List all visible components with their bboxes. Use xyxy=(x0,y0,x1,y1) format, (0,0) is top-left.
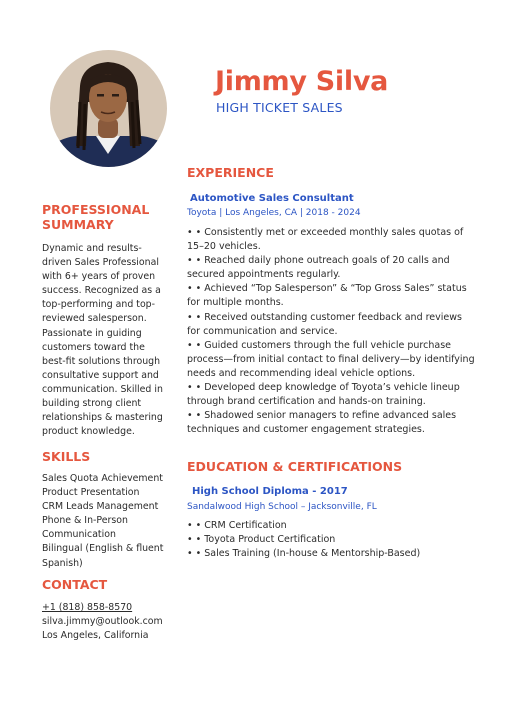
candidate-role: HIGH TICKET SALES xyxy=(216,100,343,115)
experience-bullet: • • Guided customers through the full vehicle purchase process—from initial contact to final delivery—by identifying needs and recommending ideal vehicle options. xyxy=(187,339,475,379)
certification-item: • • CRM Certification xyxy=(187,520,287,531)
summary-text: Dynamic and results-driven Sales Professional with 6+ years of proven success. Recognized as a top-performing and top-reviewed salesperson. Passionate in guiding customers toward the best-fit solutions through consultative support and communication. Skilled in building strong client relationships & mastering product knowledge. xyxy=(42,243,163,438)
experience-bullet: • • Reached daily phone outreach goals of 20 calls and secured appointments regularly. xyxy=(187,255,450,281)
skill-item: Product Presentation xyxy=(42,487,140,499)
profile-photo-image xyxy=(50,50,167,167)
professional-summary-section xyxy=(42,202,166,439)
experience-section xyxy=(187,165,477,437)
certification-item: • • Toyota Product Certification xyxy=(187,534,336,546)
degree-title: High School Diploma - 2017 xyxy=(192,486,348,497)
job-title: Automotive Sales Consultant xyxy=(190,193,354,204)
experience-bullets xyxy=(187,226,477,437)
summary-title-line1: PROFESSIONAL xyxy=(42,202,150,217)
skill-item: CRM Leads Management xyxy=(42,501,159,513)
certification-item: • • Sales Training (In-house & Mentorship-Based) xyxy=(187,548,421,560)
skill-item: Bilingual (English & fluent Spanish) xyxy=(42,543,164,569)
skills-section xyxy=(42,449,166,571)
skill-item: Sales Quota Achievement xyxy=(42,473,163,484)
experience-bullet: • • Consistently met or exceeded monthly sales quotas of 15–20 vehicles. xyxy=(187,227,464,253)
profile-photo xyxy=(50,50,167,167)
experience-bullet: • • Developed deep knowledge of Toyota’s vehicle lineup through brand certification and hands-on training. xyxy=(187,382,460,408)
skills-list xyxy=(42,472,166,571)
experience-bullet: • • Achieved “Top Salesperson” & “Top Gross Sales” status for multiple months. xyxy=(187,283,467,309)
experience-bullet: • • Received outstanding customer feedback and reviews for communication and service. xyxy=(187,311,462,337)
contact-email[interactable]: silva.jimmy@outlook.com xyxy=(42,616,163,628)
contact-section xyxy=(42,577,166,643)
job-meta: Toyota | Los Angeles, CA | 2018 - 2024 xyxy=(187,208,361,218)
summary-title-line2: SUMMARY xyxy=(42,217,114,232)
contact-title: CONTACT xyxy=(42,577,108,592)
education-section xyxy=(187,459,477,561)
candidate-name: Jimmy Silva xyxy=(215,66,389,97)
skill-item: Phone & In-Person Communication xyxy=(42,515,128,541)
contact-location: Los Angeles, California xyxy=(42,630,149,642)
contact-phone-link[interactable]: +1 (818) 858-8570 xyxy=(42,602,133,613)
experience-title: EXPERIENCE xyxy=(187,165,274,180)
certification-list xyxy=(187,519,477,561)
education-title: EDUCATION & CERTIFICATIONS xyxy=(187,459,403,474)
skills-title: SKILLS xyxy=(42,449,91,464)
school-name: Sandalwood High School – Jacksonville, FL xyxy=(187,502,377,512)
experience-bullet: • • Shadowed senior managers to refine advanced sales techniques and customer engagement strategies. xyxy=(187,410,457,436)
